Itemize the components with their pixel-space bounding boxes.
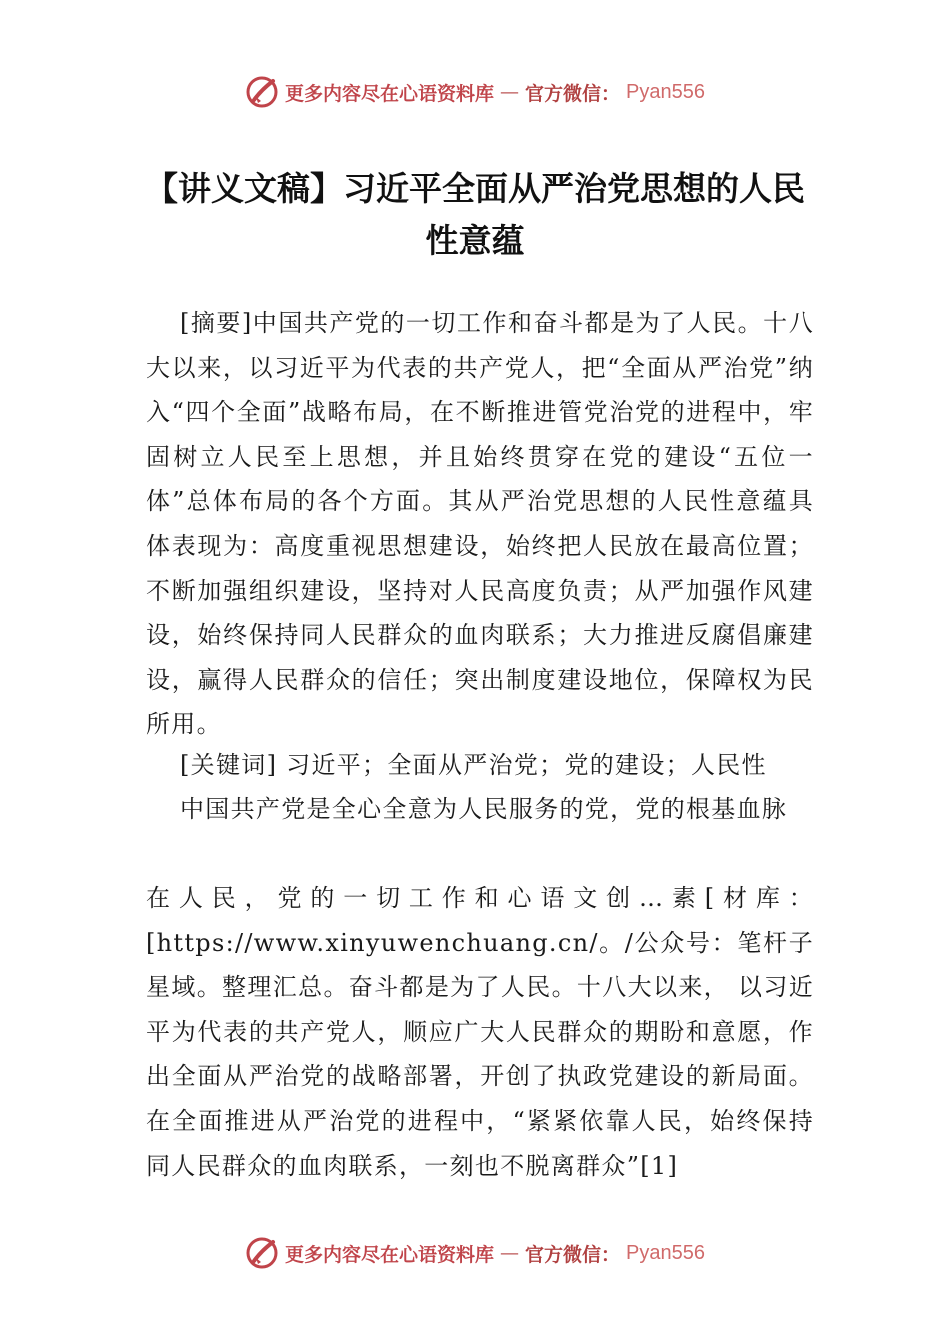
brush-pen-logo-icon [245,1236,279,1270]
intro-paragraph-start: 中国共产党是全心全意为人民服务的党，党的根基血脉 [180,795,788,823]
document-title: 【讲义文稿】习近平全面从严治党思想的人民性意蕴 [145,169,805,260]
watermark-site: 更多内容尽在心语资料库 [285,1243,495,1266]
watermark-site: 更多内容尽在心语资料库 [285,82,495,105]
keywords-paragraph: [关键词] 习近平；全面从严治党；党的建设；人民性 [180,751,767,779]
abstract-paragraph: [摘要]中国共产党的一切工作和奋斗都是为了人民。十八大以来，以习近平为代表的共产党人，把“全面从严治党”纳入“四个全面”战略布局，在不断推进管党治党的进程中，牢固树立人民至上思想，并且始终贯穿在党的建设“五位一体”总体布局的各个方面。其从严治党思想的人民性意蕴具体表现为：高度重视思想建设，始终把人民放在最高位置；不断加强组织建设，坚持对人民高度负责；从严加强作风建设，始终保持同人民群众的血肉联系；大力推进反腐倡廉建设，赢得人民群众的信任；突出制度建设地位，保障权为民所用。 [146,309,814,739]
header-watermark [0,72,950,112]
footer-watermark [0,1233,950,1273]
intro-paragraph-continued: 在人民，党的一切工作和心语文创…素[材库：[https://www.xinyuwenchuang.cn/。/公众号：笔杆子星域。整理汇总。奋斗都是为了人民。十八大以来， 以习近平为代表的共产党人，顺应广大人民群众的期盼和意愿，作出全面从严治党的战略部署，开创了执政党建设的新局面。在全面推进从严治党的进程中，“紧紧依靠人民，始终保持同人民群众的血肉联系，一刻也不脱离群众”[1] [146,884,814,1180]
watermark-wechat-label: 官方微信： [525,1243,621,1266]
watermark-wechat-id: Pyan556 [626,80,705,103]
watermark-dash: — [500,1242,520,1264]
watermark-wechat-label: 官方微信： [525,82,621,105]
watermark-wechat-id: Pyan556 [626,1241,705,1264]
brush-pen-logo-icon [245,75,279,109]
watermark-dash: — [500,81,520,103]
